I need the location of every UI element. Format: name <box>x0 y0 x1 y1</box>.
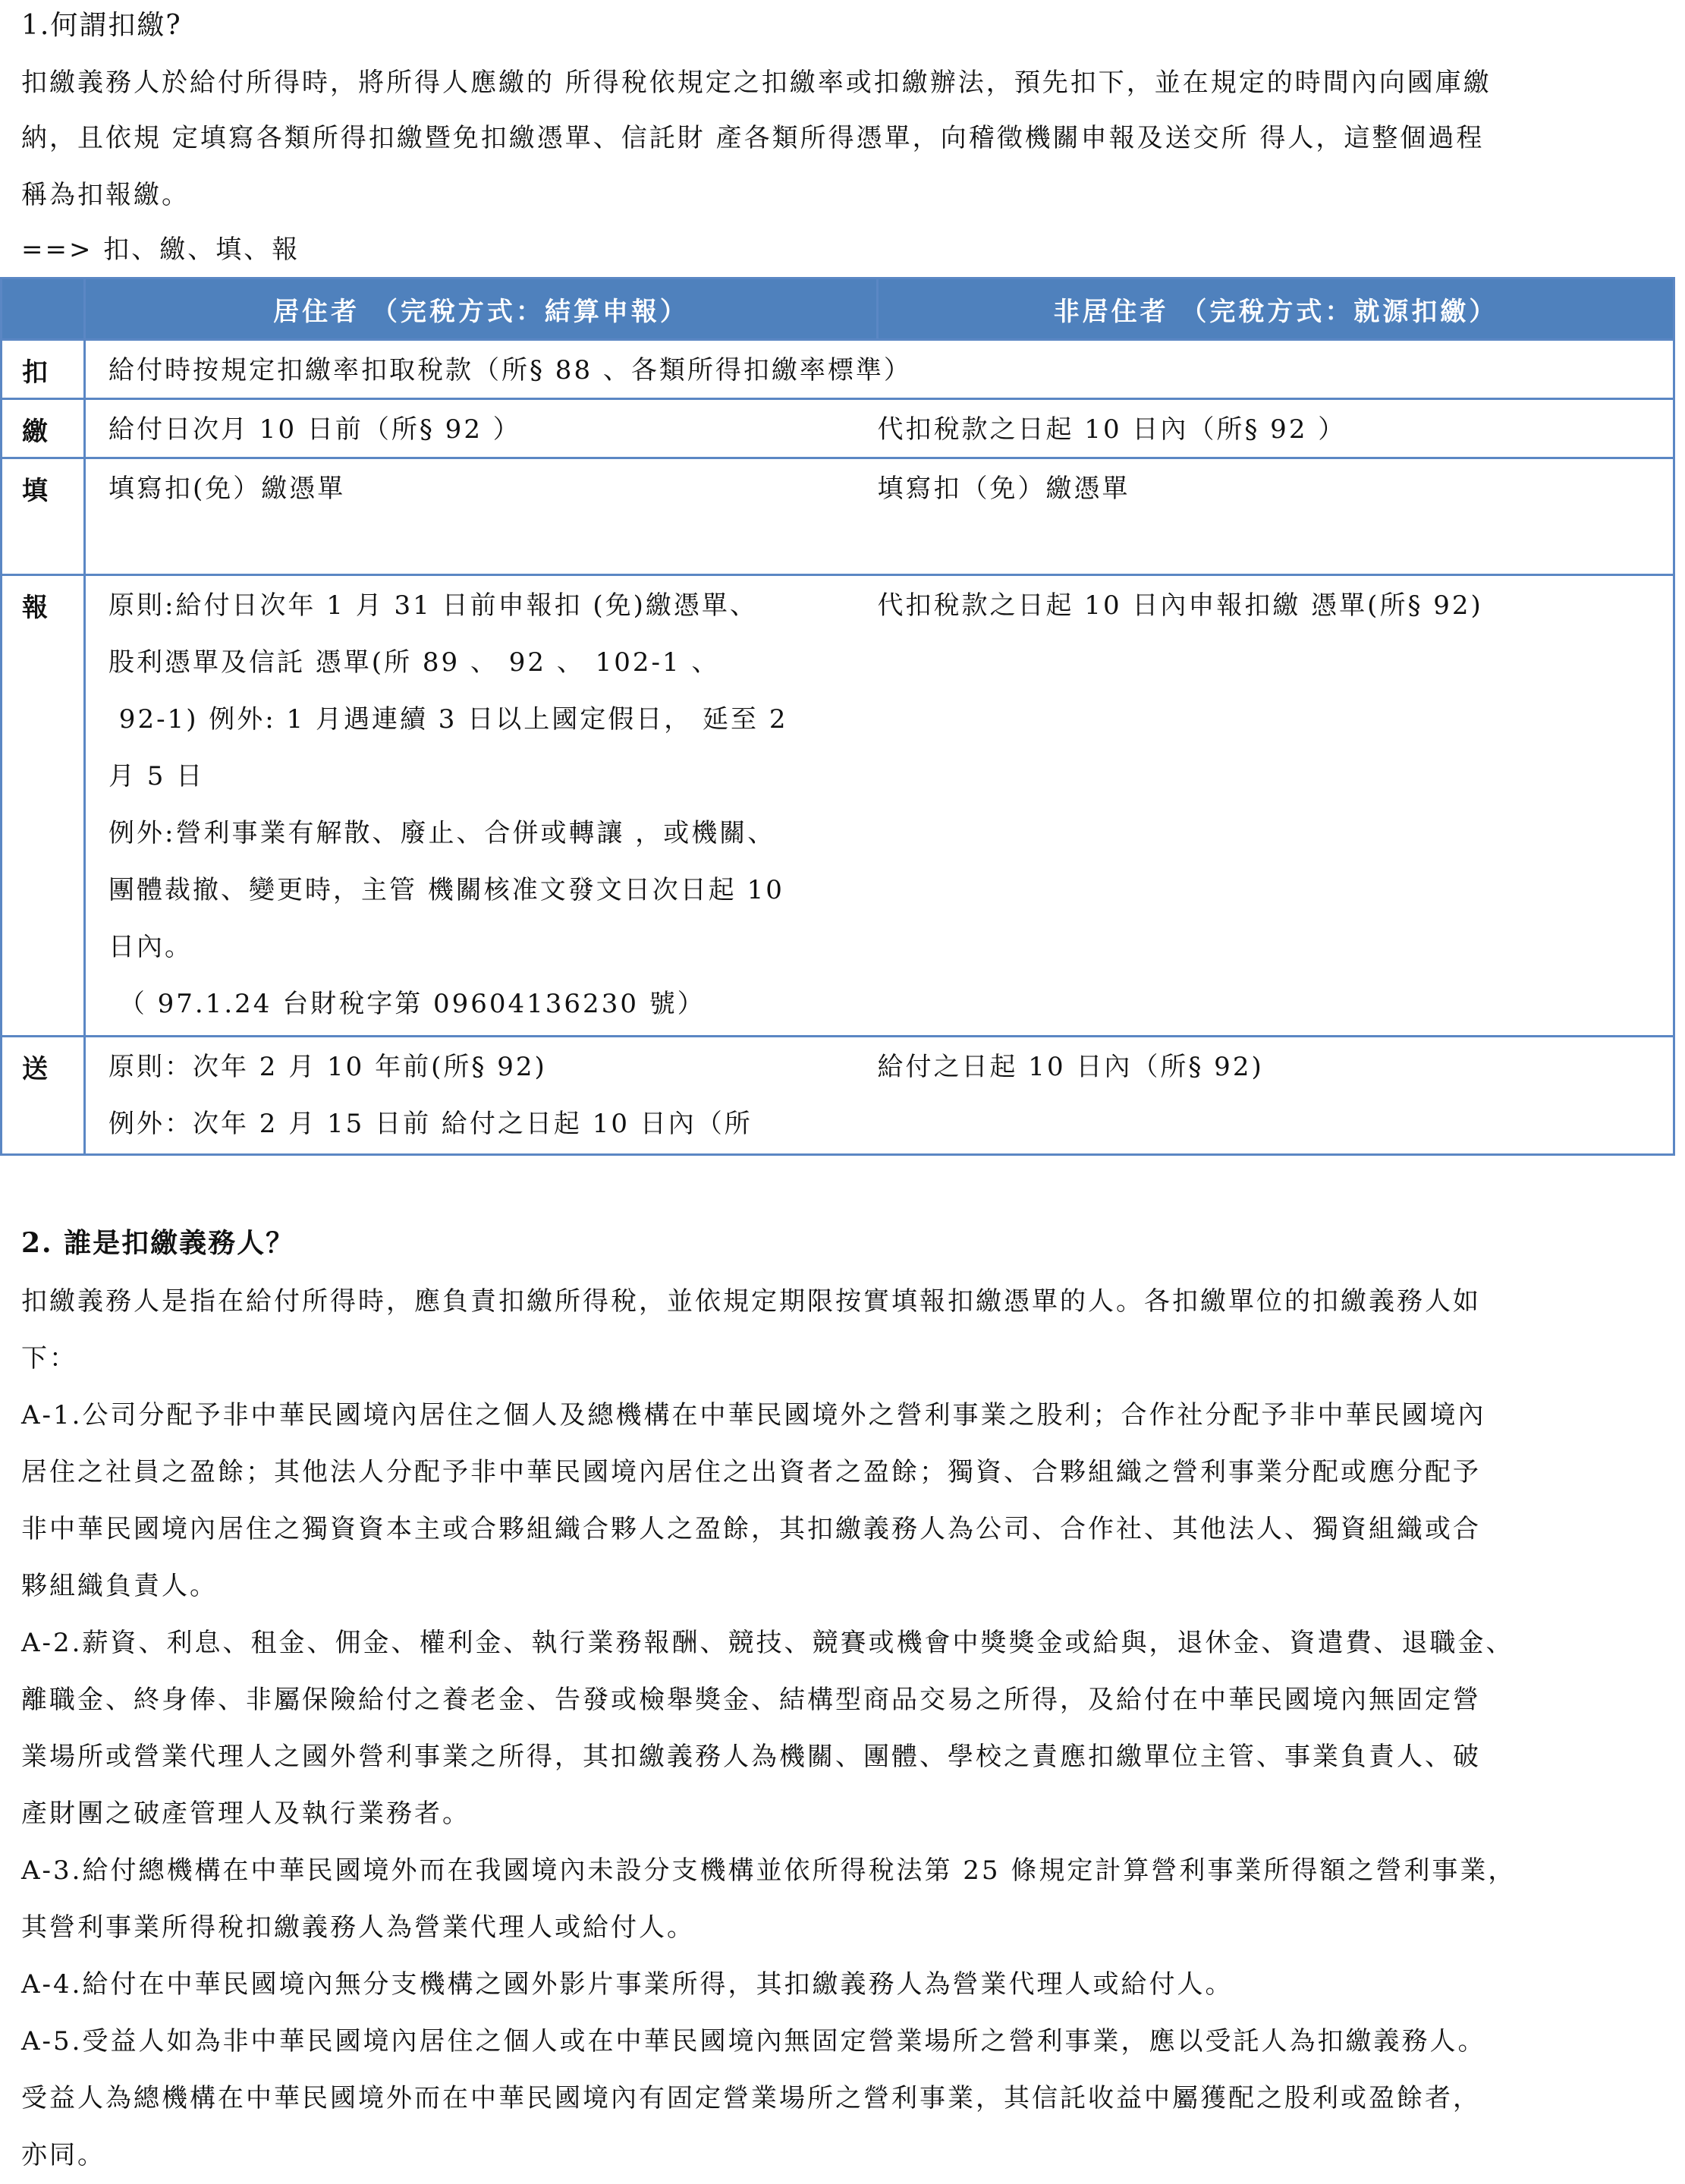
table-cell-line: 給付時按規定扣繳率扣取稅款（所§ 88 、各類所得扣繳率標準） <box>108 355 912 386</box>
table-cell-line: 原則：次年 2 月 10 年前(所§ 92) <box>108 1052 547 1082</box>
table-cell-line: 92-1) 例外: 1 月遇連續 3 日以上國定假日， 延至 2 <box>108 704 788 735</box>
row-withhold-content <box>85 340 1674 399</box>
table-cell-line: 原則:給付日次年 1 月 31 日前申報扣 (免)繳憑單、 <box>108 590 758 621</box>
table-cell-line: 月 5 日 <box>108 761 205 791</box>
table-row <box>2 458 1674 575</box>
table-header-row <box>2 279 1674 340</box>
table-cell-line: 代扣稅款之日起 10 日內（所§ 92 ） <box>877 414 1347 445</box>
withholder-item-a4 <box>21 1956 1660 2013</box>
section2-intro-line: 扣繳義務人是指在給付所得時，應負責扣繳所得稅，並依規定期限按實填報扣繳憑單的人。各扣繳單位的扣繳義務人如 <box>21 1286 1481 1317</box>
withholder-item-a3 <box>21 1843 1660 1956</box>
table-cell-line: 代扣稅款之日起 10 日內申報扣繳 憑單(所§ 92) <box>877 590 1483 621</box>
item-line: 亦同。 <box>21 2140 105 2170</box>
table-cell-line: 例外：次年 2 月 15 日前 給付之日起 10 日內（所 <box>108 1109 753 1139</box>
row-pay-resident <box>85 399 878 458</box>
item-line: 產財團之破產管理人及執行業務者。 <box>21 1798 470 1829</box>
row-label: 報 <box>2 575 85 1037</box>
section1-line: 納，且依規 定填寫各類所得扣繳暨免扣繳憑單、信託財 產各類所得憑單，向稽徵機關申報及送交所 得人，這整個過程 <box>21 123 1485 153</box>
row-report-resident <box>85 575 878 1037</box>
item-line: 非中華民國境內居住之獨資資本主或合夥組織合夥人之盈餘，其扣繳義務人為公司、合作社、其他法人、獨資組織或合 <box>21 1514 1481 1544</box>
item-line: A-2.薪資、利息、租金、佣金、權利金、執行業務報酬、競技、競賽或機會中獎獎金或給與，退休金、資遣費、退職金、 <box>21 1628 1514 1658</box>
table-row <box>2 340 1674 399</box>
section1-paragraph <box>21 53 1668 226</box>
row-label: 扣 <box>2 340 85 399</box>
item-line: A-5.受益人如為非中華民國境內居住之個人或在中華民國境內無固定營業場所之營利事業，應以受託人為扣繳義務人。 <box>21 2026 1486 2057</box>
row-send-nonresident <box>878 1037 1674 1155</box>
section1-heading: 1.何謂扣繳? <box>21 10 182 41</box>
row-send-resident <box>85 1037 878 1155</box>
row-label: 填 <box>2 458 85 575</box>
item-line: A-3.給付總機構在中華民國境外而在我國境內未設分支機構並依所得稅法第 25 條規定計算營利事業所得額之營利事業， <box>21 1855 1517 1886</box>
section1-summary: ==> 扣、繳、填、報 <box>21 234 300 265</box>
table-cell-line: 給付日次月 10 日前（所§ 92 ） <box>108 414 521 445</box>
table-row <box>2 575 1674 1037</box>
item-line: 其營利事業所得稅扣繳義務人為營業代理人或給付人。 <box>21 1912 695 1943</box>
item-line: 夥組織負責人。 <box>21 1571 218 1601</box>
table-cell-line: （ 97.1.24 台財稅字第 09604136230 號） <box>108 989 706 1019</box>
table-cell-line: 填寫扣(免）繳憑單 <box>108 474 346 504</box>
item-line: 業場所或營業代理人之國外營利事業之所得，其扣繳義務人為機關、團體、學校之責應扣繳單位主管、事業負責人、破 <box>21 1742 1481 1772</box>
row-label: 繳 <box>2 399 85 458</box>
table-cell-line: 例外:營利事業有解散、廢止、合併或轉讓 ，或機關、 <box>108 818 776 848</box>
table-cell-line: 股利憑單及信託 憑單(所 89 、 92 、 102-1 、 <box>108 647 720 678</box>
section2-heading: 2. 誰是扣繳義務人？ <box>21 1227 295 1259</box>
withholder-item-a5 <box>21 2013 1660 2184</box>
table-cell-line: 團體裁撤、變更時，主管 機關核准文發文日次日起 10 <box>108 875 784 905</box>
section2-intro-line: 下： <box>21 1343 77 1374</box>
section2-intro <box>21 1273 1660 1387</box>
row-pay-nonresident <box>878 399 1674 458</box>
row-report-nonresident <box>878 575 1674 1037</box>
section-what-is-withholding <box>21 6 1668 269</box>
row-fill-nonresident <box>878 458 1674 575</box>
section1-line: 稱為扣報繳。 <box>21 180 190 210</box>
row-label: 送 <box>2 1037 85 1155</box>
table-cell-line: 給付之日起 10 日內（所§ 92) <box>877 1052 1264 1082</box>
item-line: 離職金、終身俸、非屬保險給付之養老金、告發或檢舉獎金、結構型商品交易之所得，及給付在中華民國境內無固定營 <box>21 1685 1481 1715</box>
section-who-is-withholder <box>21 1214 1660 2184</box>
withholder-item-a2 <box>21 1615 1660 1843</box>
item-line: A-1.公司分配予非中華民國境內居住之個人及總機構在中華民國境外之營利事業之股利；合作社分配予非中華民國境內 <box>21 1400 1486 1430</box>
section1-line: 扣繳義務人於給付所得時，將所得人應繳的 所得稅依規定之扣繳率或扣繳辦法，預先扣下，並在規定的時間內向國庫繳 <box>21 68 1492 98</box>
withholding-table <box>0 277 1675 1156</box>
table-cell-line: 日內。 <box>108 932 193 962</box>
table-cell-line: 填寫扣（免）繳憑單 <box>877 474 1130 504</box>
item-line: A-4.給付在中華民國境內無分支機構之國外影片事業所得，其扣繳義務人為營業代理人或給付人。 <box>21 1969 1234 2000</box>
header-nonresident: 非居住者 （完稅方式：就源扣繳） <box>878 279 1674 340</box>
item-line: 受益人為總機構在中華民國境外而在中華民國境內有固定營業場所之營利事業，其信託收益中屬獲配之股利或盈餘者， <box>21 2083 1481 2113</box>
item-line: 居住之社員之盈餘；其他法人分配予非中華民國境內居住之出資者之盈餘；獨資、合夥組織之營利事業分配或應分配予 <box>21 1457 1481 1487</box>
table-row <box>2 1037 1674 1155</box>
header-resident: 居住者 （完稅方式：結算申報） <box>85 279 878 340</box>
table-row <box>2 399 1674 458</box>
row-fill-resident <box>85 458 878 575</box>
withholder-item-a1 <box>21 1387 1660 1615</box>
table-header-corner <box>2 279 85 340</box>
